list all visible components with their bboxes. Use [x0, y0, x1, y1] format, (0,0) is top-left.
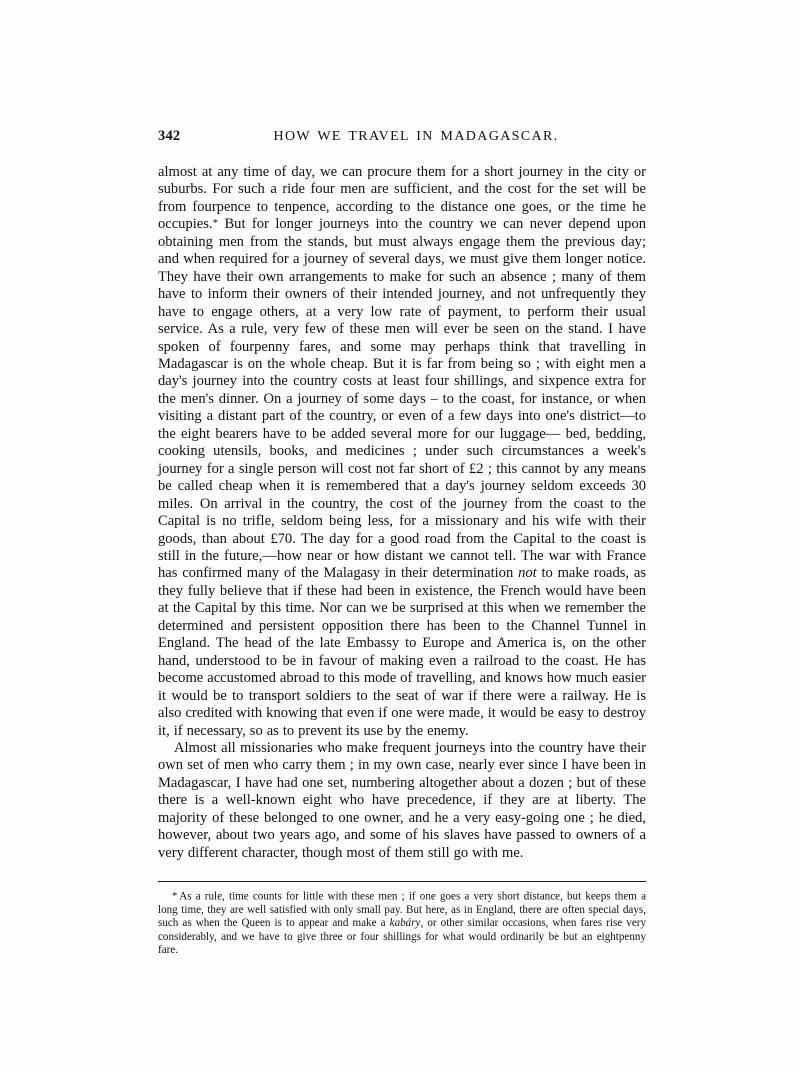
page-content	[158, 128, 646, 957]
footnote-text-b: , or other similar occasions, when fares rise very considerably, and we have to give three or four shillings for what would ordinarily be but an eightpenny fare.	[158, 917, 646, 956]
footnote-italic-kabary: kabáry	[389, 917, 421, 930]
footnote-separator-rule	[158, 881, 646, 882]
footnote-text	[158, 890, 646, 957]
running-head	[158, 128, 646, 150]
emphasis-not: not	[518, 565, 537, 582]
paragraph-first	[158, 164, 646, 740]
paragraph-1-text-b: But for longer journeys into the country we can never depend upon obtaining men from the stands, but must always engage them the previous day; and when required for a journey of several days, we must give them longer notice. They have their own arrangements to make for such an absence ; many of them have to inform their owners of their intended journey, and not unfrequently they have to engage others, at a very low rate of payment, to perform their usual service. As a rule, very few of these men will ever be seen on the stand. I have spoken of fourpenny fares, and some may perhaps think that travelling in Madagascar is on the whole cheap. But it is far from being so ; with eight men a day's journey into the country costs at least four shillings, and sixpence extra for the men's dinner. On a journey of some days – to the coast, for instance, or when visiting a distant part of the country, or even of a few days into one's district—to the eight bearers have to be added several more for our luggage— bed, bedding, cooking utensils, books, and medicines ; under such circumstances a week's journey for a single person will cost not far short of £2 ; this cannot by any means be called cheap when it is remembered that a day's journey seldom exceeds 30 miles. On arrival in the country, the cost of the journey from the coast to the Capital is no trifle, seldom being less, for a missionary and his wife with their goods, than about £70. The day for a good road from the Capital to the coast is still in the future,—how near or how distant we cannot tell. The war with France has confirmed many of the Malagasy in their determination	[158, 216, 646, 582]
paragraph-1-text-c: to make roads, as they fully believe that if these had been in existence, the French would have been at the Capital by this time. Nor can we be surprised at this when we remember the determined and persistent opposition there has been to the Channel Tunnel in England. The head of the late Embassy to Europe and America is, on the other hand, understood to be in favour of making even a railroad to the coast. He has become accustomed abroad to this mode of travelling, and knows how much easier it would be to transport soldiers to the seat of war if there were a railway. He is also credited with knowing that even if one were made, it would be easy to destroy it, if necessary, so as to prevent its use by the enemy.	[158, 565, 647, 739]
paragraph-second: Almost all missionaries who make frequent journeys into the country have their own set of men who carry them ; in my own case, nearly ever since I have been in Madagascar, I have had one set, numbering altogether about a dozen ; but of these there is a well-known eight who have precedence, if they are at liberty. The majority of these belonged to one owner, and he a very easy-going one ; he died, however, about two years ago, and some of his slaves have passed to owners of a very different character, though most of them still go with me.	[158, 739, 646, 861]
footnote-text-a: As a rule, time counts for little with these men ; if one goes a very short distance, but keeps them a long time, they are well satisfied with only small pay. But here, as in England, there are often special days, such as when the Queen is to appear and make a	[158, 890, 646, 930]
footnote-reference-asterisk: *	[212, 217, 219, 230]
footnote-marker: *	[172, 891, 178, 903]
footnote-block	[158, 890, 646, 957]
page-number: 342	[158, 128, 181, 144]
body-text	[158, 164, 646, 862]
running-head-title: HOW WE TRAVEL IN MADAGASCAR.	[273, 129, 559, 144]
paragraph-1-text-a: almost at any time of day, we can procure them for a short journey in the city or suburbs. For such a ride four men are sufficient, and the cost for the set will be from fourpence to tenpence, according to the distance one goes, or the time he occupies.	[158, 164, 646, 233]
